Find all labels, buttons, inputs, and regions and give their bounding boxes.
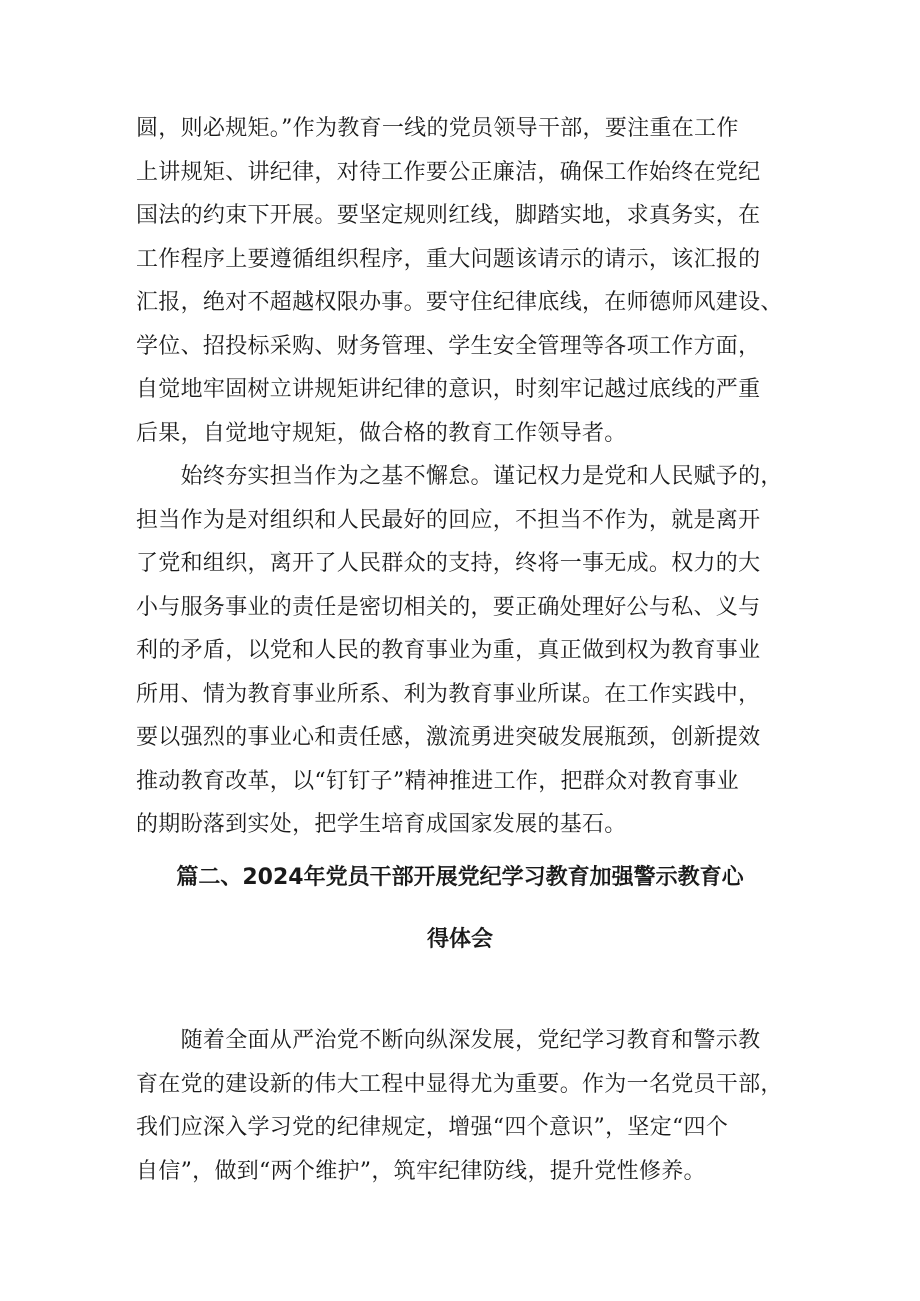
text-line: 小与服务事业的责任是密切相关的，要正确处理好公与私、义与 (136, 594, 761, 620)
section-heading-continued (0, 925, 920, 955)
section-heading-line-1: 篇二、2024年党员干部开展党纪学习教育加强警示教育心 (176, 865, 744, 890)
text-line: 工作程序上要遵循组织程序，重大问题该请示的请示，该汇报的 (136, 246, 761, 272)
text-line: 要以强烈的事业心和责任感，激流勇进突破发展瓶颈，创新提效 (136, 725, 761, 750)
text-line: 学位、招投标采购、财务管理、学生安全管理等各项工作方面， (136, 333, 761, 359)
text-line: 始终夯实担当作为之基不懈怠。谨记权力是党和人民赋予的， (136, 464, 783, 489)
text-line: 随着全面从严治党不断向纵深发展，党纪学习教育和警示教 (136, 1028, 761, 1053)
section-heading (0, 863, 920, 893)
text-line: 自觉地牢固树立讲规矩讲纪律的意识，时刻牢记越过底线的严重 (136, 377, 761, 402)
text-line: 后果，自觉地守规矩，做合格的教育工作领导者。 (136, 420, 627, 446)
text-line: 所用、情为教育事业所系、利为教育事业所谋。在工作实践中， (136, 681, 761, 707)
text-line: 国法的约束下开展。要坚定规则红线，脚踏实地，求真务实，在 (136, 203, 761, 228)
text-line: 育在党的建设新的伟大工程中显得尤为重要。作为一名党员干部， (136, 1071, 783, 1097)
text-line: 我们应深入学习党的纪律规定，增强“四个意识”，坚定“四个 (136, 1115, 729, 1140)
section-heading-line-2: 得体会 (426, 927, 493, 952)
paragraph-intro (136, 1019, 796, 1193)
text-line: 自信”，做到“两个维护”，筑牢纪律防线，提升党性修养。 (136, 1158, 706, 1184)
text-line: 了党和组织，离开了人民群众的支持，终将一事无成。权力的大 (136, 551, 761, 576)
text-line: 利的矛盾，以党和人民的教育事业为重，真正做到权为教育事业 (136, 638, 761, 663)
paragraph-discipline (136, 107, 796, 455)
text-line: 上讲规矩、讲纪律，对待工作要公正廉洁，确保工作始终在党纪 (136, 159, 761, 185)
text-line: 圆，则必规矩。”作为教育一线的党员领导干部，要注重在工作 (136, 116, 739, 141)
text-line: 担当作为是对组织和人民最好的回应，不担当不作为，就是离开 (136, 507, 761, 533)
text-line: 推动教育改革，以“钉钉子”精神推进工作，把群众对教育事业 (136, 768, 739, 794)
text-line: 的期盼落到实处，把学生培育成国家发展的基石。 (136, 812, 627, 837)
paragraph-responsibility (136, 455, 796, 847)
text-line: 汇报，绝对不超越权限办事。要守住纪律底线，在师德师风建设、 (136, 290, 783, 315)
